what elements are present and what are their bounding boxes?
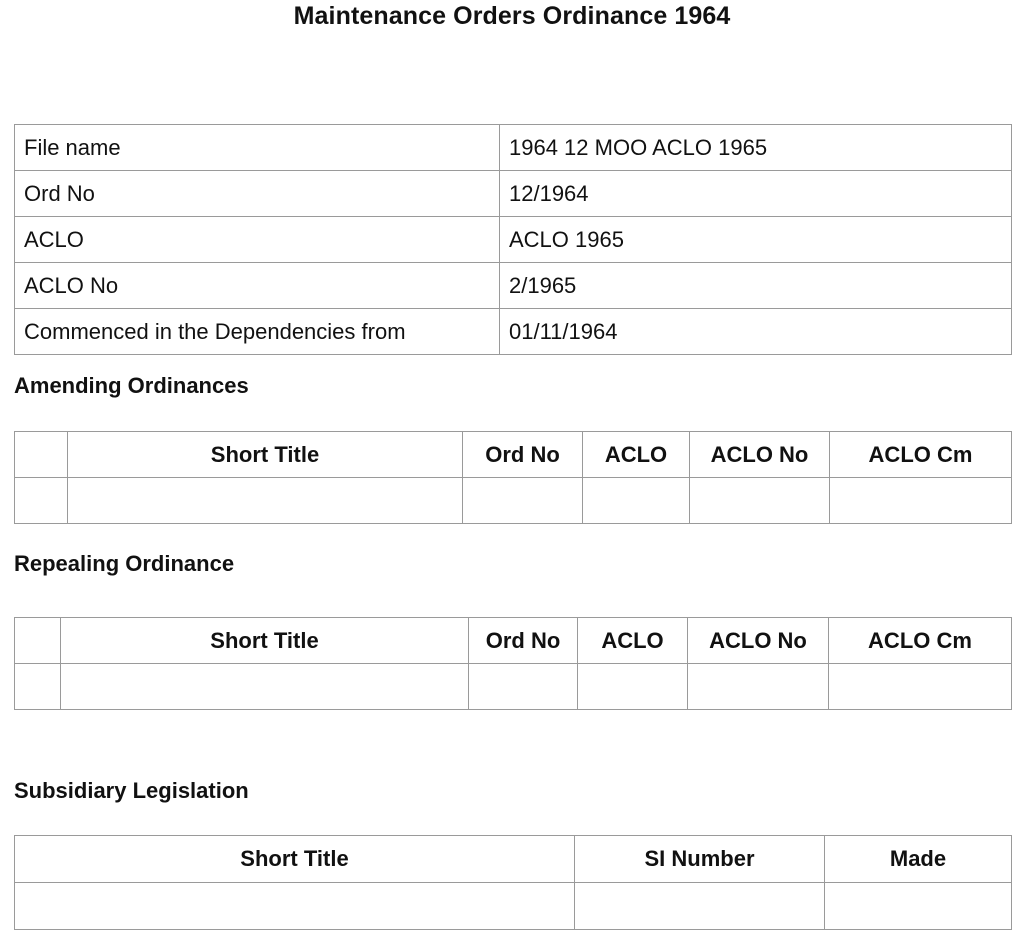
column-header-aclo-no: ACLO No (690, 432, 830, 478)
table-row (15, 125, 1012, 171)
table-row (15, 263, 1012, 309)
table-cell (578, 664, 688, 710)
table-cell (688, 664, 829, 710)
table-row (15, 883, 1012, 930)
subsidiary-legislation-heading: Subsidiary Legislation (14, 778, 249, 803)
amending-ordinances-table (14, 431, 1012, 524)
column-header-ord-no: Ord No (463, 432, 583, 478)
column-header-short-title: Short Title (15, 836, 575, 883)
subsidiary-legislation-table (14, 835, 1012, 930)
column-header-aclo: ACLO (583, 432, 690, 478)
table-cell (583, 478, 690, 524)
repealing-ordinance-table (14, 617, 1012, 710)
table-cell (463, 478, 583, 524)
table-row (15, 217, 1012, 263)
amending-ordinances-heading: Amending Ordinances (14, 373, 249, 398)
info-value: 12/1964 (500, 171, 1012, 217)
table-row (15, 171, 1012, 217)
info-label: File name (15, 125, 500, 171)
column-header-si-number: SI Number (575, 836, 825, 883)
column-header-aclo-no: ACLO No (688, 618, 829, 664)
column-header-short-title: Short Title (61, 618, 469, 664)
repealing-ordinance-heading: Repealing Ordinance (14, 551, 235, 576)
table-row (15, 478, 1012, 524)
table-row (15, 664, 1012, 710)
column-header (15, 618, 61, 664)
column-header-made: Made (825, 836, 1012, 883)
column-header-short-title: Short Title (68, 432, 463, 478)
table-cell (825, 883, 1012, 930)
table-cell (829, 664, 1012, 710)
table-cell (15, 478, 68, 524)
table-cell (15, 883, 575, 930)
table-cell (575, 883, 825, 930)
table-header-row (15, 618, 1012, 664)
column-header-aclo-cm: ACLO Cm (830, 432, 1012, 478)
column-header-ord-no: Ord No (469, 618, 578, 664)
info-label: ACLO No (15, 263, 500, 309)
table-cell (469, 664, 578, 710)
info-label: ACLO (15, 217, 500, 263)
table-cell (830, 478, 1012, 524)
table-cell (61, 664, 469, 710)
info-label: Ord No (15, 171, 500, 217)
info-value: 2/1965 (500, 263, 1012, 309)
table-row (15, 309, 1012, 355)
table-header-row (15, 836, 1012, 883)
column-header-aclo-cm: ACLO Cm (829, 618, 1012, 664)
table-cell (15, 664, 61, 710)
info-value: ACLO 1965 (500, 217, 1012, 263)
info-label: Commenced in the Dependencies from (15, 309, 500, 355)
table-cell (690, 478, 830, 524)
info-value: 1964 12 MOO ACLO 1965 (500, 125, 1012, 171)
page-title: Maintenance Orders Ordinance 1964 (293, 2, 731, 30)
info-value: 01/11/1964 (500, 309, 1012, 355)
table-header-row (15, 432, 1012, 478)
ordinance-info-table (14, 124, 1012, 355)
column-header-aclo: ACLO (578, 618, 688, 664)
table-cell (68, 478, 463, 524)
column-header (15, 432, 68, 478)
